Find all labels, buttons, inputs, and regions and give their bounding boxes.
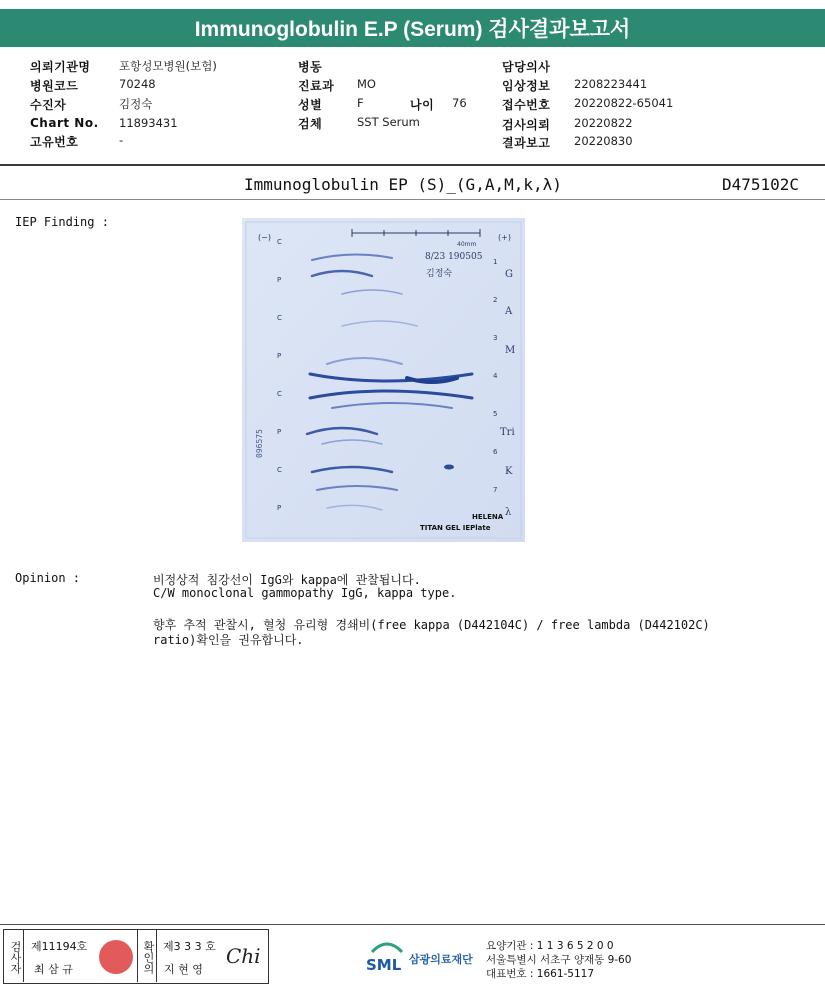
divider-test (0, 199, 825, 200)
gel-patient-name: 김정숙 (426, 269, 453, 279)
opinion-line: C/W monoclonal gammopathy IgG, kappa type. (153, 586, 457, 600)
request-label: 검사의뢰 (502, 118, 551, 132)
patient-label: 수진자 (30, 98, 67, 112)
well-letter: P (277, 352, 282, 360)
m-spike-kappa (444, 465, 454, 470)
test-name: Immunoglobulin EP (S)_(G,A,M,k,λ) (244, 175, 562, 194)
unique-value: - (119, 133, 124, 147)
antiserum-label: λ (505, 507, 512, 518)
ward-label: 병동 (298, 60, 323, 74)
dept-value: MO (357, 77, 376, 91)
org-phone: 대표번호 : 1661-5117 (486, 968, 595, 980)
dept-label: 진료과 (298, 79, 335, 93)
gel-minus-label: (−) (258, 233, 271, 242)
well-letter: P (277, 428, 282, 436)
well-letter: C (277, 466, 282, 474)
trough-number: 3 (493, 334, 498, 342)
org-address: 서울특별시 서초구 양재동 9-60 (486, 954, 632, 966)
examiner-seal (99, 940, 133, 974)
antiserum-label: M (505, 345, 516, 356)
patient-value: 김정숙 (119, 97, 153, 111)
gel-date: 8/23 190505 (425, 252, 483, 262)
gel-brand-2: TITAN GEL IEPlate (420, 524, 491, 532)
divider-top (0, 164, 825, 166)
receipt-value: 20220822-65041 (574, 96, 674, 110)
hospital-label: 의뢰기관명 (30, 60, 91, 74)
clinical-value: 2208223441 (574, 77, 648, 91)
confirmer-license: 제3 3 3 호 (163, 940, 216, 953)
result-label: 결과보고 (502, 136, 551, 150)
gel-scale-label: 40mm (457, 241, 477, 248)
examiner-label: 검사자 (4, 930, 24, 982)
request-value: 20220822 (574, 116, 633, 130)
institution-number: 요양기관 : 1 1 3 6 5 2 0 0 (486, 940, 614, 952)
iep-gel-image (242, 218, 525, 542)
sex-label: 성별 (298, 98, 323, 112)
well-letter: P (277, 276, 282, 284)
gel-brand-1: HELENA (472, 513, 504, 521)
receipt-label: 접수번호 (502, 98, 551, 112)
signature: Chi (226, 944, 261, 968)
opinion-line: 향후 추적 관찰시, 혈청 유리형 경쇄비(free kappa (D442104C) / free lambda (D442102C) (153, 618, 710, 632)
well-letter: C (277, 314, 282, 322)
age-value: 76 (452, 96, 467, 110)
trough-number: 6 (493, 448, 498, 456)
sml-logo-icon (366, 938, 408, 974)
opinion-label: Opinion : (15, 571, 81, 585)
trough-number: 4 (493, 372, 498, 380)
confirmer-name: 지 현 영 (164, 963, 203, 976)
well-letter: P (277, 504, 282, 512)
opinion-line: 비정상적 침강선이 IgG와 kappa에 관찰됩니다. (153, 573, 421, 587)
trough-number: 7 (493, 486, 498, 494)
unique-label: 고유번호 (30, 135, 79, 149)
antiserum-label: Tri (500, 427, 515, 438)
doctor-label: 담당의사 (502, 60, 551, 74)
sex-value: F (357, 96, 364, 110)
specimen-value: SST Serum (357, 115, 420, 129)
org-short: SML (366, 956, 402, 974)
report-title: Immunoglobulin E.P (Serum) 검사결과보고서 (0, 9, 825, 47)
code-label: 병원코드 (30, 79, 79, 93)
antiserum-label: A (505, 306, 513, 317)
clinical-label: 임상정보 (502, 79, 551, 93)
well-letter: C (277, 238, 282, 246)
signature-box (3, 929, 269, 984)
specimen-label: 검체 (298, 117, 323, 131)
result-value: 20220830 (574, 134, 633, 148)
test-code: D475102C (722, 175, 800, 194)
org-name: 삼광의료재단 (409, 953, 473, 966)
confirmer-label: 확인의 (137, 930, 157, 982)
gel-serial: 096575 (255, 429, 264, 458)
chart-value: 11893431 (119, 116, 178, 130)
antiserum-label: K (505, 466, 513, 477)
examiner-license: 제11194호 (31, 940, 88, 953)
chart-label: Chart No. (30, 116, 99, 130)
trough-number: 5 (493, 410, 498, 418)
gel-plus-label: (+) (498, 233, 511, 242)
trough-number: 1 (493, 258, 498, 266)
age-label: 나이 (410, 98, 435, 112)
antiserum-label: G (505, 269, 513, 280)
opinion-line: ratio)확인을 권유합니다. (153, 633, 304, 647)
divider-footer (0, 924, 825, 925)
well-letter: C (277, 390, 282, 398)
code-value: 70248 (119, 77, 156, 91)
examiner-name: 최 삼 규 (34, 963, 73, 976)
iep-finding-label: IEP Finding : (15, 215, 109, 229)
hospital-value: 포항성모병원(보험) (119, 59, 217, 73)
trough-number: 2 (493, 296, 498, 304)
